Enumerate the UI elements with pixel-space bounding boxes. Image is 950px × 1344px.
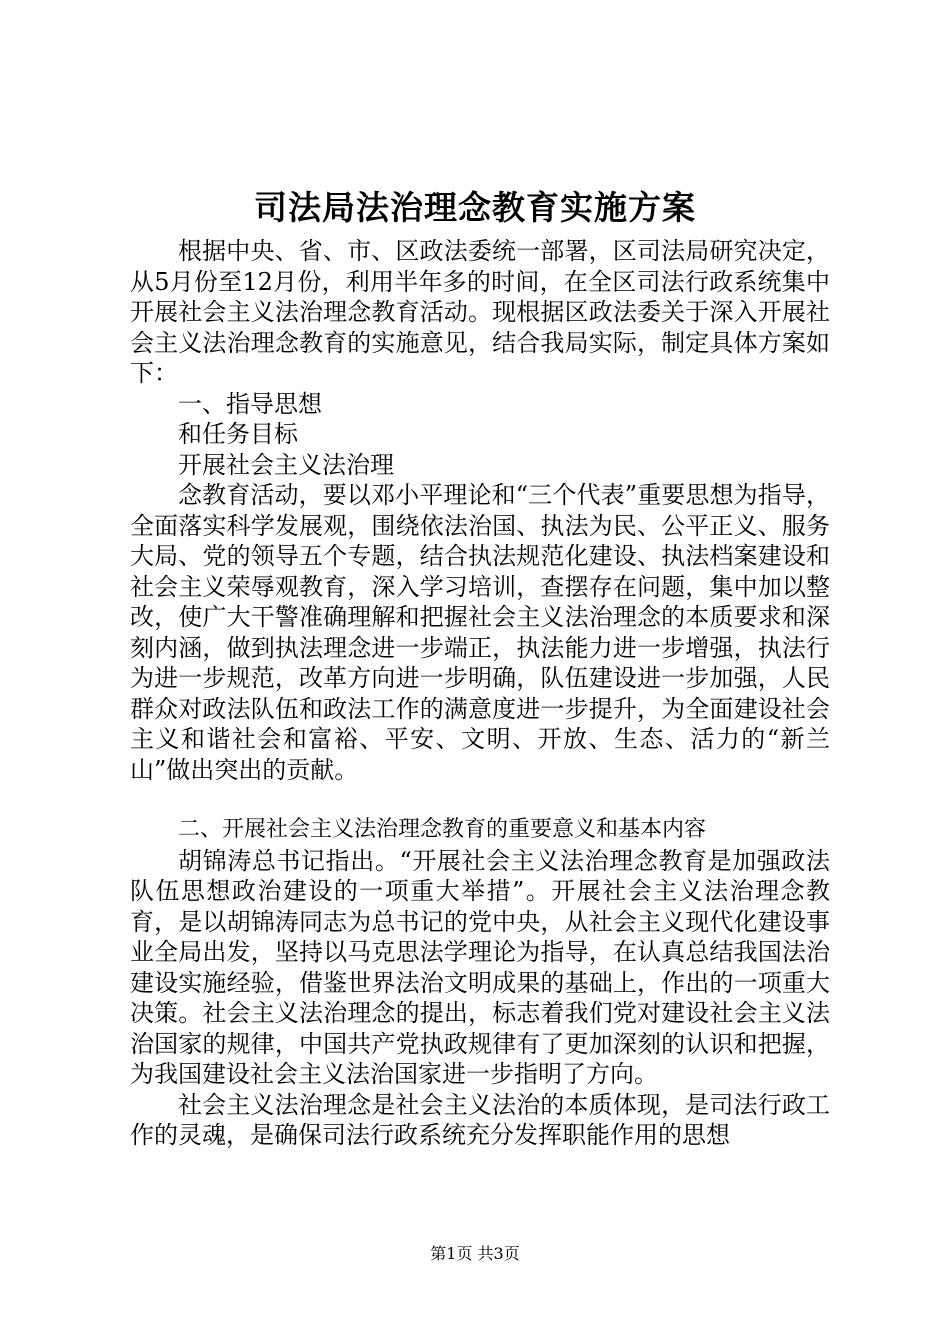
section-2-paragraph-2: 社会主义法治理念是社会主义法治的本质体现，是司法行政工作的灵魂，是确保司法行政系统充分发挥职能作用的思想 xyxy=(130,1090,830,1149)
page-footer: 第1页 共3页 xyxy=(430,1244,520,1263)
section-heading-1: 一、指导思想 xyxy=(178,389,322,418)
document-title: 司法局法治理念教育实施方案 xyxy=(254,188,696,227)
section-1-paragraph: 念教育活动，要以邓小平理论和“三个代表”重要思想为指导，全面落实科学发展观，围绕依法治国、执法为民、公平正义、服务大局、党的领导五个专题，结合执法规范化建设、执法档案建设和社会主义荣辱观教育，深入学习培训，查摆存在问题，集中加以整改，使广大干警准确理解和把握社会主义法治理念的本质要求和深刻内涵，做到执法理念进一步端正，执法能力进一步增强，执法行为进一步规范，改革方向进一步明确，队伍建设进一步加强，人民群众对政法队伍和政法工作的满意度进一步提升，为全面建设社会主义和谐社会和富裕、平安、文明、开放、生态、活力的“新兰山”做出突出的贡献。 xyxy=(130,481,830,784)
section-1-lead-line: 开展社会主义法治理 xyxy=(178,450,394,479)
intro-paragraph: 根据中央、省、市、区政法委统一部署，区司法局研究决定，从5月份至12月份，利用半年多的时间，在全区司法行政系统集中开展社会主义法治理念教育活动。现根据区政法委关于深入开展社会主义法治理念教育的实施意见，结合我局实际，制定具体方案如下： xyxy=(130,237,830,387)
document-body xyxy=(130,236,830,1151)
section-2-paragraph-1: 胡锦涛总书记指出。“开展社会主义法治理念教育是加强政法队伍思想政治建设的一项重大举措”。开展社会主义法治理念教育，是以胡锦涛同志为总书记的党中央，从社会主义现代化建设事业全局出发，坚持以马克思法学理论为指导，在认真总结我国法治建设实施经验，借鉴世界法治文明成果的基础上，作出的一项重大决策。社会主义法治理念的提出，标志着我们党对建设社会主义法治国家的规律，中国共产党执政规律有了更加深刻的认识和把握，为我国建设社会主义法治国家进一步指明了方向。 xyxy=(130,846,830,1088)
section-heading-2: 二、开展社会主义法治理念教育的重要意义和基本内容 xyxy=(178,817,707,842)
section-heading-1-continued: 和任务目标 xyxy=(178,420,298,448)
